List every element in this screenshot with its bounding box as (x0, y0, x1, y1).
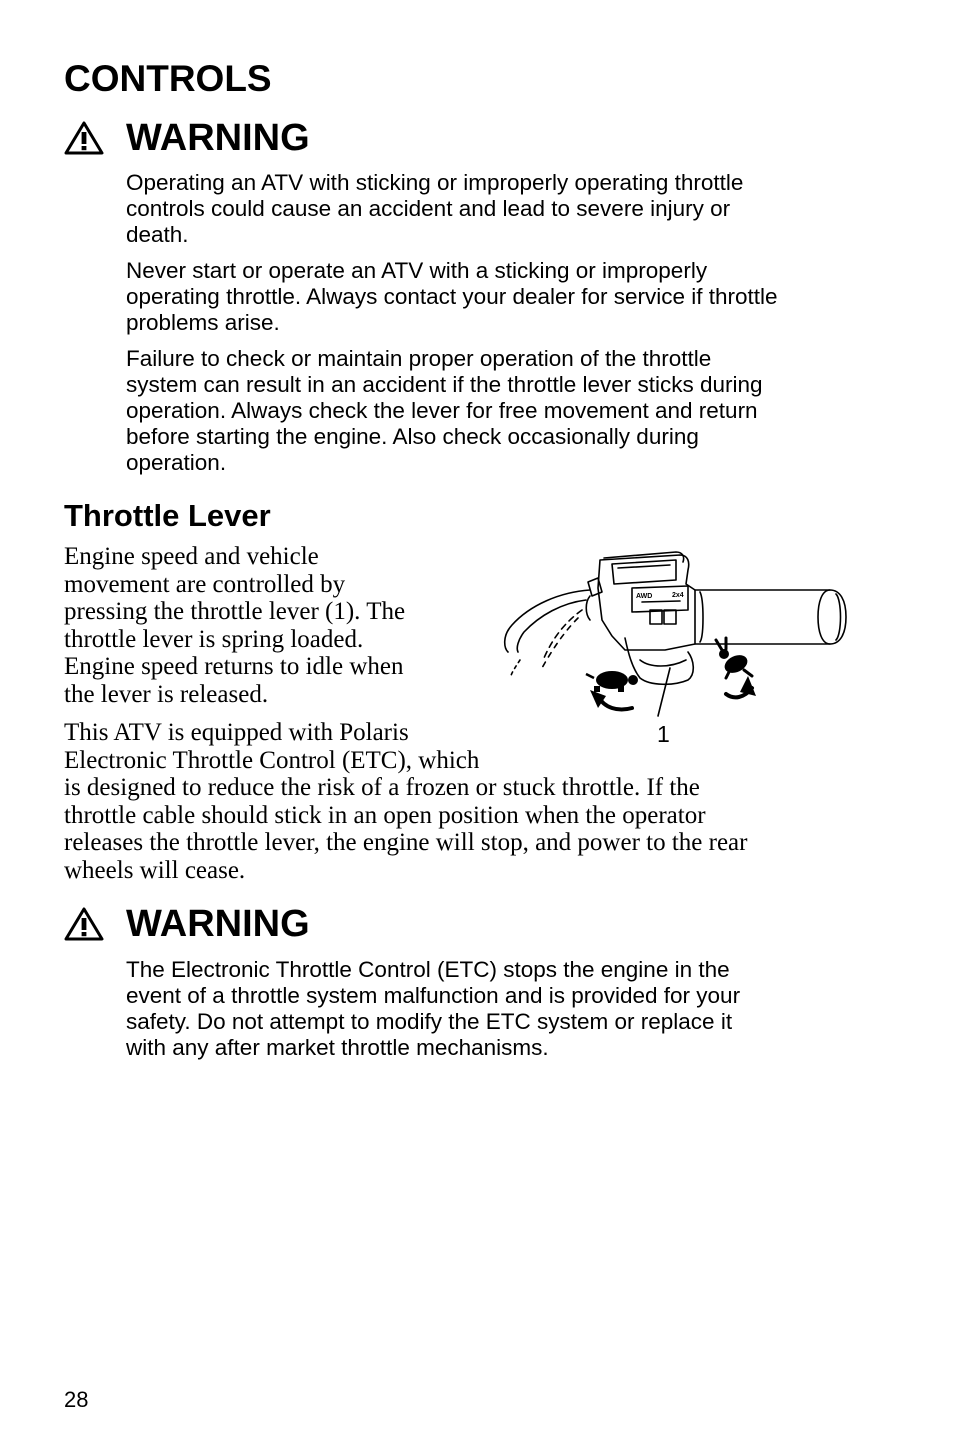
warning-triangle-icon (64, 121, 104, 155)
text-line: throttle cable should stick in an open position when the operator (64, 801, 706, 829)
text-line: throttle lever is spring loaded. (64, 625, 364, 653)
figure-callout-1: 1 (657, 721, 670, 747)
warning-paragraph (126, 170, 871, 248)
text-line: movement are controlled by (64, 570, 346, 598)
warning-triangle-icon (64, 907, 104, 941)
text-line: operation. Always check the lever for free movement and return (126, 398, 758, 423)
section-heading: Throttle Lever (64, 498, 271, 533)
text-line: Engine speed and vehicle (64, 543, 319, 570)
warning-paragraph (126, 258, 871, 336)
warning-title: WARNING (126, 903, 310, 945)
switch-label-2x4: 2x4 (672, 592, 684, 599)
text-line: releases the throttle lever, the engine will stop, and power to the rear (64, 829, 748, 857)
text-line: Electronic Throttle Control (ETC), which (64, 746, 480, 774)
warning-paragraph (126, 957, 871, 1061)
text-line: wheels will cease. (64, 856, 246, 884)
warning-heading (64, 903, 310, 945)
text-line: operating throttle. Always contact your dealer for service if throttle (126, 284, 778, 309)
text-line: problems arise. (126, 310, 280, 335)
text-line: This ATV is equipped with Polaris (64, 719, 409, 746)
warning-paragraph (126, 346, 871, 476)
page-number: 28 (64, 1387, 89, 1412)
text-line: The Electronic Throttle Control (ETC) stops the engine in the (126, 957, 730, 982)
warning-title: WARNING (126, 117, 310, 159)
text-line: pressing the throttle lever (1). The (64, 598, 406, 626)
text-line: Engine speed returns to idle when (64, 653, 404, 681)
text-line: operation. (126, 450, 227, 475)
text-line: safety. Do not attempt to modify the ETC system or replace it (126, 1009, 733, 1034)
text-line: event of a throttle system malfunction and is provided for your (126, 983, 741, 1008)
text-line: the lever is released. (64, 680, 269, 708)
text-line: Never start or operate an ATV with a sticking or improperly (126, 258, 708, 283)
text-line: system can result in an accident if the throttle lever sticks during (126, 372, 763, 397)
throttle-lever-illustration (490, 540, 860, 755)
body-paragraph (64, 543, 405, 709)
text-line: death. (126, 222, 189, 247)
text-line: controls could cause an accident and lead to severe injury or (126, 196, 731, 221)
text-line: Operating an ATV with sticking or improperly operating throttle (126, 170, 744, 195)
text-line: Failure to check or maintain proper operation of the throttle (126, 346, 712, 371)
text-line: is designed to reduce the risk of a frozen or stuck throttle. If the (64, 774, 700, 802)
page-title: CONTROLS (64, 58, 272, 99)
text-line: with any after market throttle mechanisms. (126, 1035, 549, 1060)
turtle-icon (586, 671, 638, 692)
warning-heading (64, 117, 310, 159)
text-line: before starting the engine. Also check occasionally during (126, 424, 699, 449)
switch-label-awd: AWD (636, 593, 653, 600)
